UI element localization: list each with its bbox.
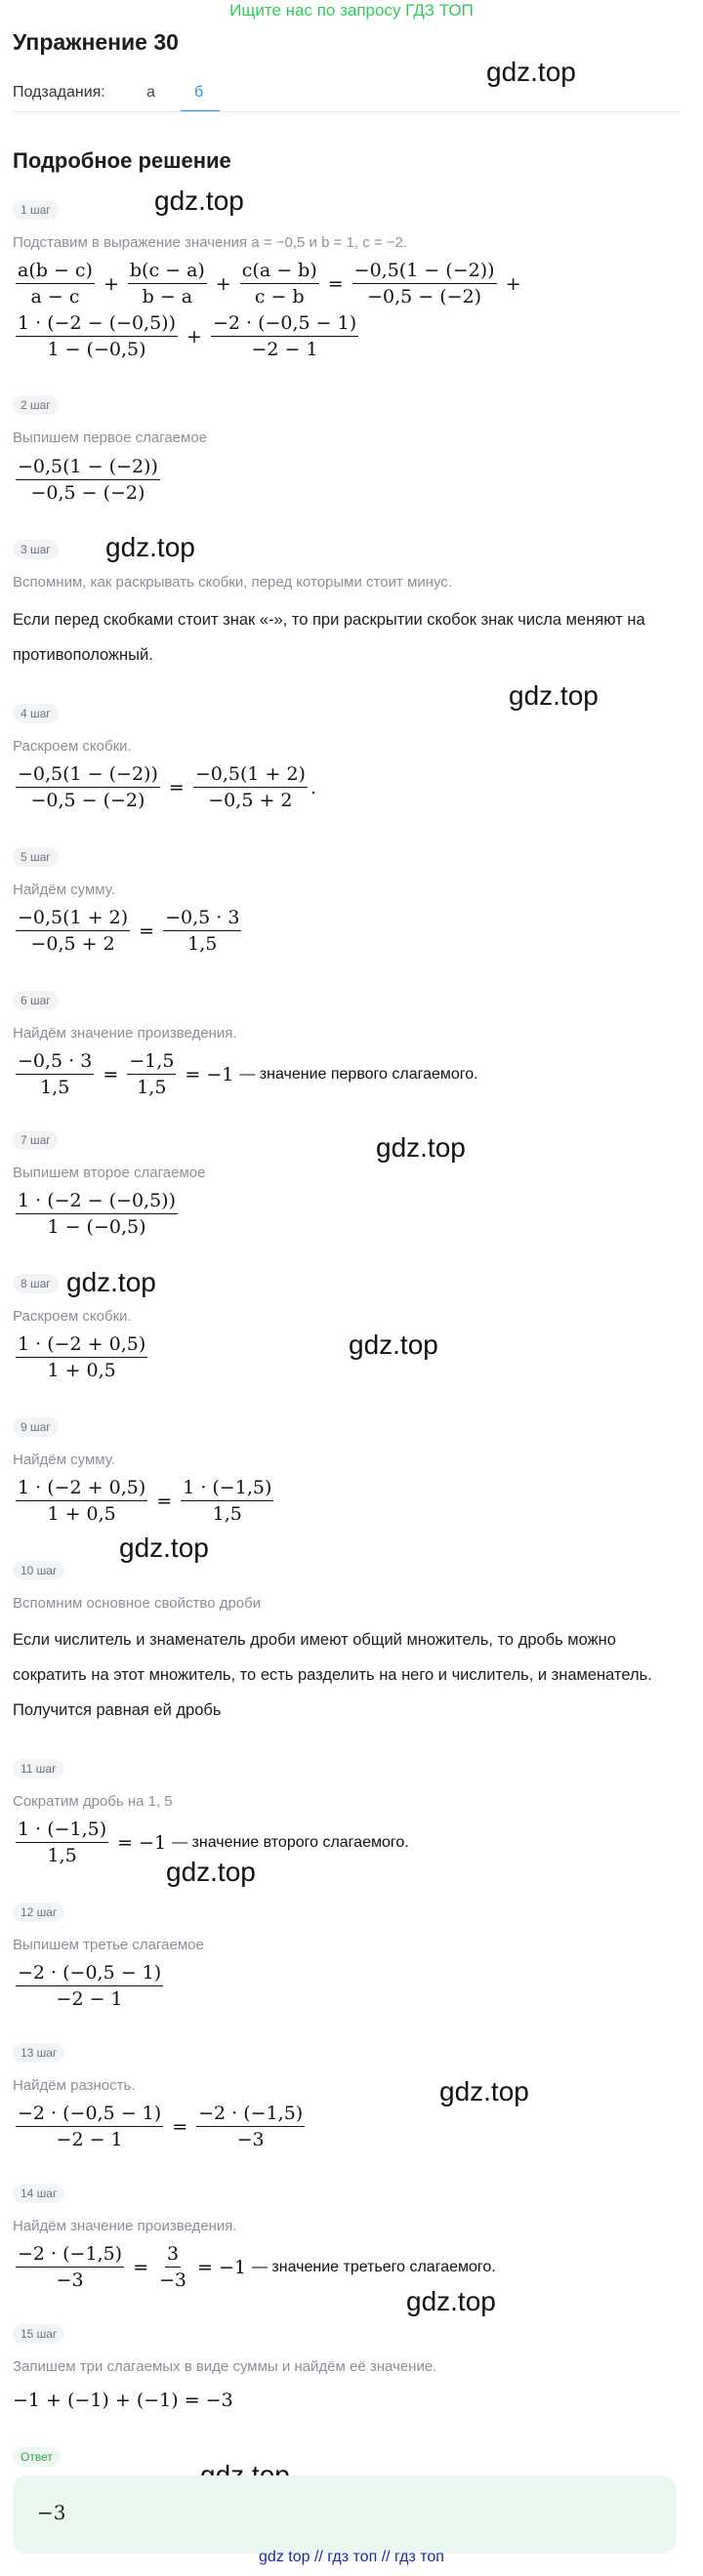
step-formula: $\frac{-0,5 \cdot 3}{1,5}$ = $\frac{-1,5}{1,5}$ = −1 — значение первого слагаемого. [18,1050,478,1098]
step-result-text: — значение первого слагаемого. [239,1065,478,1083]
step-result-text: — значение второго слагаемого. [172,1833,409,1851]
step-badge: 14 шаг [13,2184,64,2203]
watermark: gdz.top [119,1533,209,1563]
tab-subtask-a[interactable]: а [146,84,155,101]
step-formula: $\frac{-2 \cdot (-0,5 - 1)}{-2 - 1}$ [18,1962,162,2010]
step-hint: Найдём значение произведения. [13,1025,237,1042]
watermark: gdz.top [349,1329,438,1360]
step-formula: $\frac{-0,5(1 - (-2))}{-0,5 - (-2)}$ [18,456,158,504]
step-badge: 4 шаг [13,704,59,723]
watermark: gdz.top [439,2076,529,2106]
answer-value: −3 [37,2501,66,2524]
section-title: Подробное решение [13,148,231,173]
footer-links[interactable]: gdz top // гдз топ // гдз топ [259,2549,444,2565]
page-title: Упражнение 30 [13,29,179,55]
step-formula: −1 + (−1) + (−1) = −3 [13,2390,233,2411]
answer-badge: Ответ [13,2447,61,2467]
step-result-text: — значение третьего слагаемого. [251,2258,496,2275]
step-hint: Выпишем первое слагаемое [13,429,208,446]
step-badge: 6 шаг [13,991,59,1010]
step-formula: $\frac{-2 \cdot (-1,5)}{-3}$ = $\frac{3}{-3}$ = −1 — значение третьего слагаемого. [18,2243,496,2291]
watermark: gdz.top [509,680,599,711]
step-badge: 13 шаг [13,2043,64,2063]
step-text: Если числитель и знаменатель дроби имеют общий множитель, то дробь можно сократить на этот множитель, то есть разделить на него и числитель, и знаменатель. Получится равная ей дробь [13,1631,652,1719]
step-formula: $\frac{a(b - c)}{a - c}$ + $\frac{b(c - a)}{b - a}$ + $\frac{c(a - b)}{c - b}$ = $\frac{-0,5(1 - (-2))}{-0,5 - (-2)}$ + [18,260,521,307]
step-hint: Подставим в выражение значения a = −0,5 и b = 1, c = −2. [13,234,408,251]
watermark: gdz.top [376,1132,466,1163]
step-formula: $\frac{1 \cdot (-2 - (-0,5))}{1 - (-0,5)}$ [18,1190,177,1238]
watermark: gdz.top [486,57,576,87]
step-badge: 11 шаг [13,1759,63,1779]
watermark: gdz.top [406,2286,496,2316]
tabs-divider [13,111,680,112]
step-formula: $\frac{1 \cdot (-1,5)}{1,5}$ = −1 — значение второго слагаемого. [18,1819,409,1866]
step-badge: 2 шаг [13,395,59,415]
step-badge: 15 шаг [13,2324,64,2344]
step-hint: Найдём разность. [13,2077,136,2094]
watermark: gdz.top [66,1267,156,1297]
step-badge: 10 шаг [13,1561,64,1580]
watermark: gdz.top [166,1857,256,1887]
step-formula: $\frac{-2 \cdot (-0,5 - 1)}{-2 - 1}$ = $\frac{-2 \cdot (-1,5)}{-3}$ [18,2103,304,2150]
step-text: Если перед скобками стоит знак «-», то при раскрытии скобок знак числа меняют на противоположный. [13,611,645,664]
step-badge: 9 шаг [13,1417,59,1437]
step-formula: $\frac{1 \cdot (-2 + 0,5)}{1 + 0,5}$ = $\frac{1 \cdot (-1,5)}{1,5}$ [18,1477,272,1525]
top-banner[interactable]: Ищите нас по запросу ГДЗ ТОП [229,1,474,20]
step-formula: $\frac{-0,5(1 - (-2))}{-0,5 - (-2)}$ = $\frac{-0,5(1 + 2)}{-0,5 + 2}$ . [18,763,316,811]
step-formula: $\frac{1 \cdot (-2 - (-0,5))}{1 - (-0,5)}$ + $\frac{-2 \cdot (-0,5 - 1)}{-2 - 1}$ [18,312,357,360]
step-hint: Выпишем второе слагаемое [13,1165,206,1181]
step-badge: 3 шаг [13,540,59,559]
step-formula: $\frac{1 \cdot (-2 + 0,5)}{1 + 0,5}$ [18,1333,146,1381]
step-hint: Найдём сумму. [13,1452,115,1468]
answer-box [13,2475,677,2554]
watermark: gdz.top [105,532,195,562]
step-formula: $\frac{-0,5(1 + 2)}{-0,5 + 2}$ = $\frac{-0,5 \cdot 3}{1,5}$ [18,907,240,955]
step-hint: Вспомним, как раскрывать скобки, перед которыми стоит минус. [13,574,452,591]
step-badge: 8 шаг [13,1274,59,1293]
step-hint: Найдём сумму. [13,881,115,898]
step-hint: Сократим дробь на 1, 5 [13,1793,173,1810]
step-badge: 7 шаг [13,1130,59,1150]
step-hint: Выпишем третье слагаемое [13,1937,204,1953]
step-badge: 5 шаг [13,847,59,867]
subtasks-label: Подзадания: [13,84,105,101]
step-hint: Найдём значение произведения. [13,2218,237,2234]
step-hint: Раскроем скобки. [13,1308,132,1325]
step-hint: Раскроем скобки. [13,738,132,755]
step-badge: 1 шаг [13,200,59,220]
tab-subtask-b[interactable]: б [194,84,204,101]
watermark: gdz.top [154,185,244,216]
step-badge: 12 шаг [13,1902,64,1922]
step-hint: Запишем три слагаемых в виде суммы и найдём её значение. [13,2358,437,2375]
step-hint: Вспомним основное свойство дроби [13,1595,262,1612]
